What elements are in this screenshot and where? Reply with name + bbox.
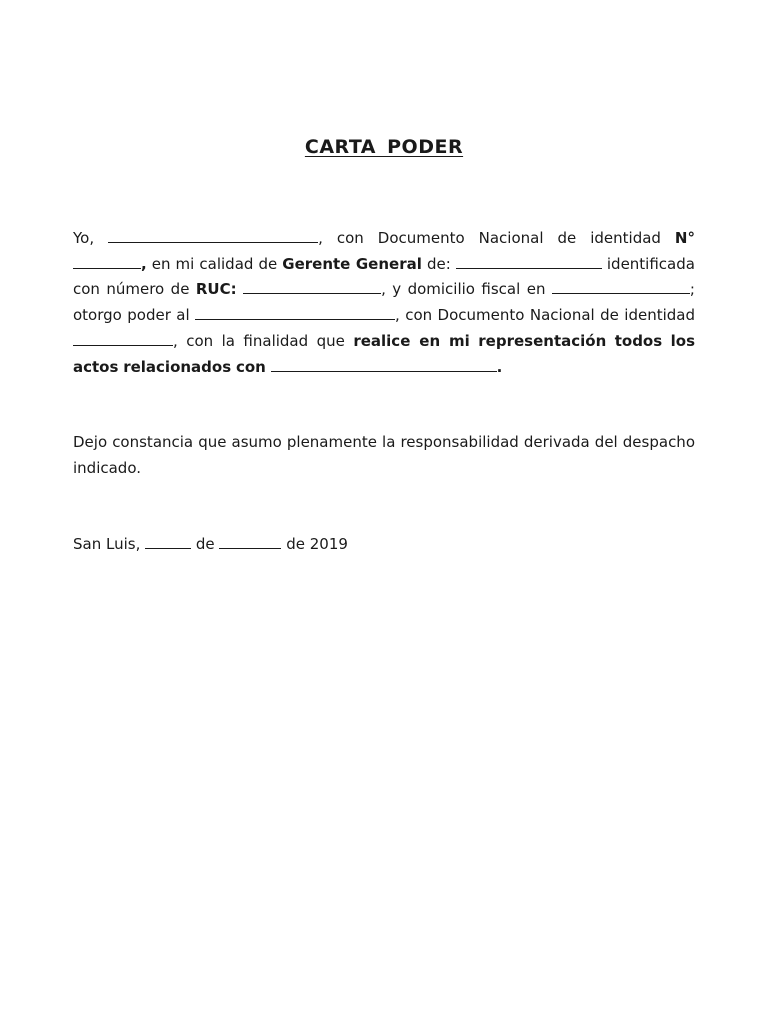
text-con-dni: , con Documento Nacional de identidad (318, 229, 661, 247)
blank-dni-apoderado[interactable] (73, 331, 173, 346)
text-otorgo: ; otorgo poder al (73, 280, 695, 325)
document-title: CARTA PODER (304, 136, 464, 158)
text-relacionados: relacionados (123, 357, 232, 376)
text-representacion: representación (478, 331, 607, 350)
body-paragraph-2: Dejo constancia que asumo plenamente la responsabilidad derivada del despacho indicado. (73, 433, 695, 477)
text-ruc: RUC: (195, 280, 237, 299)
text-con-dni-2: , con Documento (395, 306, 525, 325)
blank-company[interactable] (456, 254, 602, 269)
text-todos: todos (614, 331, 663, 350)
blank-day[interactable] (145, 534, 191, 549)
blank-domicilio[interactable] (552, 279, 690, 294)
text-de-2019: de 2019 (286, 535, 348, 553)
text-identificada: identificada con número de (73, 254, 695, 299)
blank-month[interactable] (219, 534, 281, 549)
text-finalidad: , con la finalidad que (173, 331, 345, 350)
text-los: los (670, 331, 696, 350)
text-gerente-general: Gerente General (282, 254, 422, 273)
text-comma: , (141, 254, 147, 273)
text-domicilio: , y domicilio fiscal en (381, 280, 546, 299)
text-n-grado: N° (674, 229, 695, 247)
text-actos: actos (73, 357, 119, 376)
text-de-1: de (195, 535, 215, 553)
text-calidad: en mi calidad de (151, 254, 278, 273)
blank-name[interactable] (108, 228, 318, 243)
blank-dni[interactable] (73, 254, 141, 269)
text-con: con (235, 357, 266, 376)
text-realice: realice en mi (353, 331, 470, 350)
blank-ruc[interactable] (243, 279, 381, 294)
blank-apoderado[interactable] (195, 305, 395, 320)
date-line (73, 532, 695, 558)
blank-actos[interactable] (271, 357, 497, 372)
text-period: . (496, 357, 503, 376)
text-lugar: San Luis, (73, 535, 141, 553)
text-nacional: Nacional de identidad (529, 306, 695, 325)
text-de: de: (426, 254, 451, 273)
body-paragraph-1 (73, 226, 695, 380)
text-yo: Yo, (73, 229, 95, 247)
